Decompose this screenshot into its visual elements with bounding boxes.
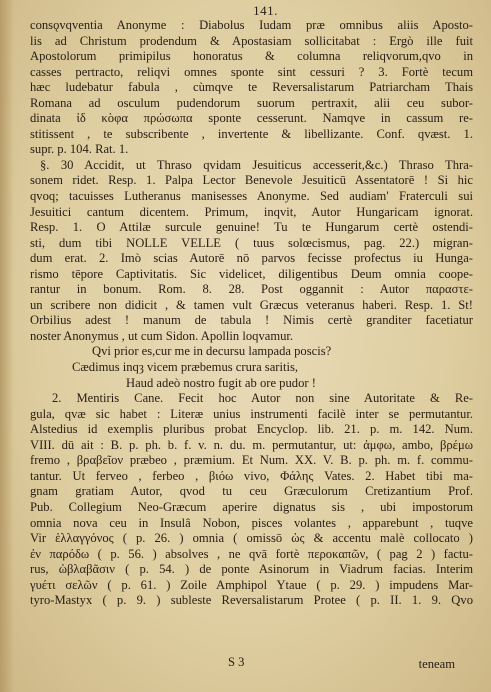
text-line: supr. p. 104. Rat. 1. bbox=[30, 142, 129, 157]
text-line: casses pertracto, reliqvi omnes sponte sint cessuri ? 3. Fortè tecum bbox=[30, 64, 473, 79]
text-line: hæc ludebatur fabula , cùmqve te Reversalistarum Patriarcham Thais bbox=[30, 80, 473, 95]
verse-line: Qvi prior es,cur me in decursu lampada poscis? bbox=[92, 344, 332, 359]
text-line: Alstedius id exemplis pluribus probat Encyclop. lib. 21. p. m. 142. Num. bbox=[30, 422, 473, 437]
text-line: 2. Mentiris Cane. Fecit hoc Autor non sine Autoritate & Re- bbox=[52, 391, 473, 406]
text-line: Pub. Collegium Neo-Græcum aperire dignatus sis , ubi impostorum bbox=[30, 499, 473, 514]
text-line: dinata ἰδ κὸφα πρώσωπα sponte cesserunt. Namqve in cassum re- bbox=[30, 111, 473, 126]
text-line: tyro-Mastyx ( p. 9. ) subleste Reversalistarum Protee ( p. II. 1. 9. Qvo bbox=[30, 593, 473, 608]
text-line: Orbilius adest ! manum de tabula ! Nimis certè granditer facetiatur bbox=[30, 313, 473, 328]
text-line: Resp. 1. O Attilæ surcule genuine! Tu te Hungarum certè ostendi- bbox=[30, 220, 473, 235]
page-number: 141. bbox=[253, 3, 278, 18]
text-line: sti, dum tibi NOLLE VELLE ( tuus solœcismus, pag. 22.) migran- bbox=[30, 235, 473, 250]
text-line: omnia nova ceu in Insulâ Nobon, pisces volantes , apparebunt , tuqve bbox=[30, 515, 473, 530]
text-line: stitissent , te subscribente , invertente & libellizante. Conf. qvæst. 1. bbox=[30, 126, 473, 141]
text-line: rismo tēpore Captivitatis. Sic videlicet, diligentibus Deum omnia coope- bbox=[30, 266, 473, 281]
text-line: rantur in bonum. Rom. 8. 28. Post oggannit : Autor παραστε- bbox=[30, 282, 473, 297]
text-line: rus, ὠβλαβᾶσιν ( p. 54. ) de ponte Asinorum in Viadrum facias. Interim bbox=[30, 562, 473, 577]
text-line: qvoq; tacuisses Lutheranus manisesses Anonyme. Sed audiam' Fraterculi sui bbox=[30, 189, 473, 204]
text-line: un scribere non didicit , & tamen vult Græcus veteranus haberi. Resp. 1. St! bbox=[30, 297, 473, 312]
text-line: dum erat. 2. Imò scias Autorē nō parvos fecisse profectus iu Hunga- bbox=[30, 251, 473, 266]
text-line: gnam gratiam Autor, qvod tu ceu Græculorum Cretizantium Prof. bbox=[30, 484, 473, 499]
verse-block bbox=[30, 344, 473, 391]
text-line: lis ad Christum prodendum & Apostasiam sollicitabat : Ergò ille fuit bbox=[30, 33, 473, 48]
text-line: ἐν παρόδω ( p. 56. ) absolves , ne qvā fortè περοκαπῶν, ( pag 2 ) factu- bbox=[30, 546, 473, 561]
text-line: γυέτι σελῶν ( p. 61. ) Zoile Amphipol Ytaue ( p. 29. ) impudens Mar- bbox=[30, 577, 473, 592]
text-line: Vir ἑλλαγγόνος ( p. 26. ) omnia ( omissō ὡς & accentu malè collocato ) bbox=[30, 531, 473, 546]
text-line: sonem ridet. Resp. 1. Palpa Lector Benevole Jesuiticū Assentatorē ! Si hic bbox=[30, 173, 473, 188]
text-line: fremo , βραβεῖον præbeo , præmium. Et Num. XX. V. B. p. ph. m. f. commu- bbox=[30, 453, 473, 468]
text-line: §. 30 Accidit, ut Thraso qvidam Jesuiticus accesserit,&c.) Thraso Thra- bbox=[40, 157, 473, 172]
text-line: noster Anonymus , ut cum Sidon. Apollin loqvamur. bbox=[30, 328, 294, 343]
text-line: tantur. Ut ferveo , ferbeo , βιόω vivo, Φάλης Vates. 2. Habet tibi ma- bbox=[30, 468, 473, 483]
text-line: gula, qvæ sic habet : Literæ unius instrumenti facilè inter se permutantur. bbox=[30, 406, 473, 421]
verse-line: Haud adeò nostro fugit ab ore pudor ! bbox=[126, 375, 316, 390]
paragraph-block-1 bbox=[30, 18, 473, 344]
text-line: Jesuitici cantum dicentem. Primum, inqvit, Autor Hungaricam ignorat. bbox=[30, 204, 473, 219]
signature-mark: S 3 bbox=[228, 655, 245, 669]
text-line: VIII. dū ait : B. p. ph. b. f. v. n. du. m. permutantur, ut: ἀμφω, ambo, βρέμω bbox=[30, 437, 473, 452]
verse-line: Cædimus inqȝ vicem præbemus crura saritis, bbox=[72, 360, 299, 375]
catchword: teneam bbox=[418, 657, 455, 671]
paragraph-block-2 bbox=[30, 391, 473, 609]
text-line: consǫvqventia Anonyme : Diabolus Iudam præ omnibus aliis Aposto- bbox=[30, 18, 473, 32]
text-line: Romana ad osculum pudendorum suorum pertraxit, alii ceu subor- bbox=[30, 95, 473, 110]
text-line: Apostolorum primipilus honoratus & columna reliqvorum,qvo in bbox=[30, 49, 473, 64]
